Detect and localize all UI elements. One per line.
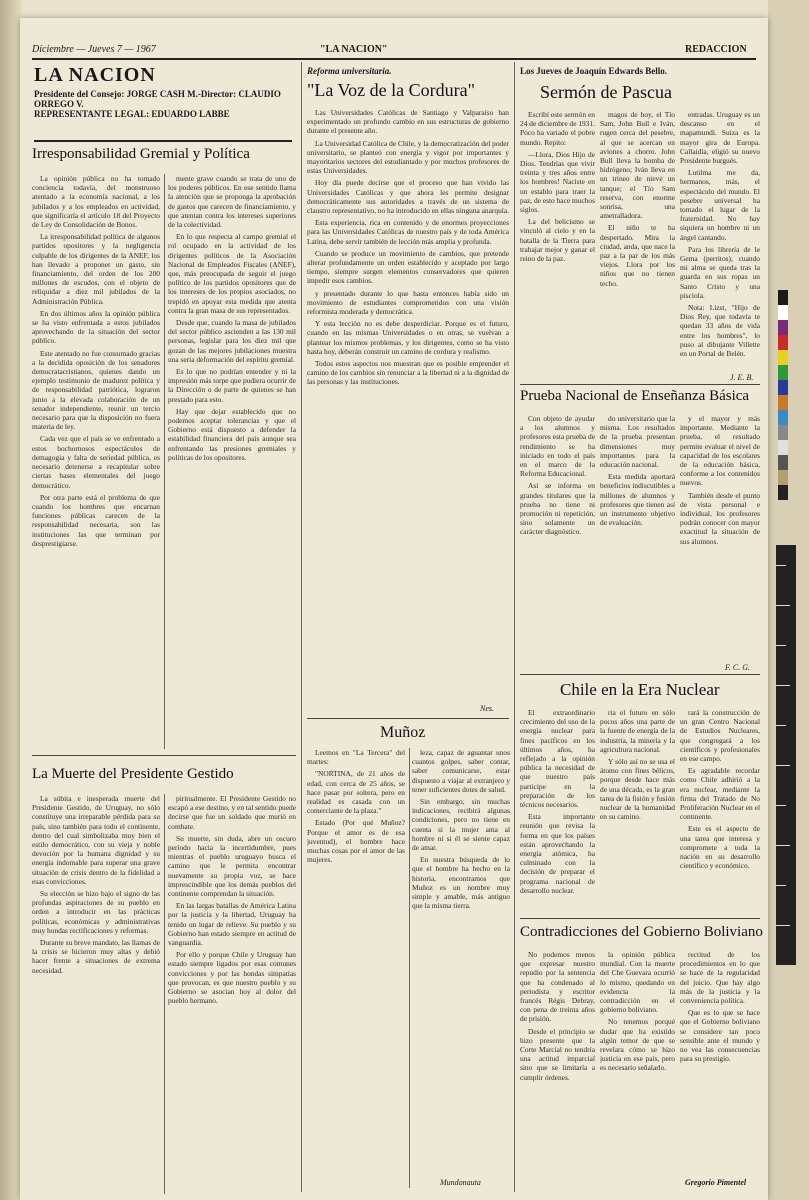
- page-date: Diciembre — Jueves 7 — 1967: [32, 44, 156, 55]
- prueba-signature: F. C. G.: [725, 663, 750, 672]
- paper-name: "LA NACION": [320, 44, 388, 55]
- prueba-title: Prueba Nacional de Enseñanza Básica: [520, 388, 750, 404]
- cordura-kicker: Reforma universitaria.: [307, 66, 392, 76]
- scale-ruler: [776, 545, 796, 965]
- cordura-col1: Las Universidades Católicas de Santiago y Valparaíso han experimentado un profundo cambio en sus estructuras de gobierno durante el presente año. La Universidad Católica de Chile, y la democratización del poder universitario, se planteó con energía y vigor por importantes y mayoritarios sectores del estudiantado y por muchos profesores de estas Universidades. Hoy día puede decirse que el proceso que han vivido las Universidades Católicas y que ahora les permite designar democráticamente sus autoridades a través de un sistema de claustro representativo, no ha introducido en ellas ninguna anarquía. Esta experiencia, rica en contenido y de enormes proyecciones para las Universidades Católicas de nuestro país y de toda América Latina, debe servir también de lección más amplia y profunda. Cuando se produce un movimiento de cambios, que pretende alterar profundamente un orden establecido y aceptado por largo tiempo, siempre surgen elementos conservadores que quieren impedir esos cambios. y presentado durante lo que hasta entonces había sido un movimiento de estudiantes comprometidos con una visión reformista moderada y democrática. Y esta lección no es debe desperdiciar. Porque es el futuro, cuando en las mismas Universidades o en otras, se vuelvan a plantear los mismos problemas, y los dirigentes, como se ha visto hasta hoy, deberán construir un camino de cordura y realismo. Todos estos aspectos nos muestran que es posible emprender el camino de los cambios sin renunciar a la libertad ni a la dignidad de las personas y las instituciones.: [307, 108, 509, 387]
- masthead-directors: Presidente del Consejo: JORGE CASH M.-Director: CLAUDIO ORREGO V.: [34, 89, 281, 109]
- munoz-signature: Mundonauta: [440, 1178, 481, 1187]
- prueba-col2: do universitario que la misma. Los resultados de la prueba presentan dimensiones muy importantes para la educación nacional. Esta medida aportará beneficios indiscutibles a millones de alumnos y profesores que tienen así un instrumento objetivo de evaluación.: [600, 414, 675, 528]
- pascua-title: Sermón de Pascua: [540, 82, 672, 102]
- gremial-title: Irresponsabilidad Gremial y Política: [32, 146, 250, 162]
- cordura-title: "La Voz de la Cordura": [307, 80, 475, 100]
- pascua-col2: magos de hoy, el Tío Sam, John Bull e Iván, rugen cerca del pesebre, al que se acercan en aviones a chorro. John Bull lleva la bomba de hidrógeno; Iván lleva en un trineo de nieve un tanque; el Tío Sam reserva, con enorme sonrisa, una ametralladora. El niño te ha despertado. Mira la ciudad, anda, que nace la paz a la par de los más viejos. Llora por los niños que no tienen techo.: [600, 110, 675, 288]
- boliviano-col2: la opinión pública mundial. Con la muerte del Che Guevara ocurrió lo mismo, quedando en evidencia la contradicción en el gobierno boliviano. No tenemos porqué dudar que ha existido algún temor de que se revelara cómo se hizo justicia en ese país, pero es necesario señalarlo.: [600, 950, 675, 1073]
- gestido-title: La Muerte del Presidente Gestido: [32, 766, 234, 782]
- color-calibration-strip: [778, 290, 788, 500]
- munoz-col1: Leemos en "La Tercera" del martes: "NORTINA, de 21 años de edad, con cerca de 25 años, se hace pasar por soltera, pero en realidad es casada con un comerciante de la plaza." Estado (Por qué Muñoz? Porque el amor es de esa juventud), el hombre hace muchas cosas por el amor de las mujeres.: [307, 748, 405, 865]
- prueba-col3: y el mayor y más importante. Mediante la prueba, el resultado permite evaluar el nivel de capacidad de los escolares de la educación básica, conforme a los contenidos nuevos. También desde el punto de vista personal e individual, los profesores podrán conocer con mayor exactitud la situación de sus alumnos.: [680, 414, 760, 546]
- munoz-title: Muñoz: [380, 724, 426, 741]
- munoz-col2: leza, capaz de aguantar unos cuantos golpes, saber contar, saber comunicarse, estar dispuesto a viajar al extranjero y tener suficientes dotes de salud. Sin embargo, sin muchas indicaciones, recibirá algunas condiciones, pero no tiene en cuenta si la mujer ama al hombre ni si él se siente capaz de amar. En nuestra búsqueda de lo que el hombre ha hecho en la historia, encontramos que Muñoz es un nombre muy simple y amable, más antiguo que la misma tierra.: [412, 748, 510, 911]
- boliviano-col1: No podemos menos que expresar nuestro repudio por la sentencia que ha condenado al periodista y escritor francés Régis Debray, con pena de treinta años de prisión. Desde el principio se hizo presente que la Corte Marcial no tendría una actitud imparcial sino que se limitaría a cumplir órdenes.: [520, 950, 595, 1082]
- nuclear-col2: ria el futuro en sólo pocos años una parte de la fuente de energía de la industria, la minería y la agricultura nacional. Y sólo así no se usa el átomo con fines bélicos, porque desde hace más de una década, es la gran tarea de la fisión y fusión nuclear de la humanidad en su camino.: [600, 708, 675, 822]
- newspaper-page: [20, 18, 768, 1200]
- nuclear-col3: rará la construcción de un gran Centro Nacional de Estudios Nucleares, que congregará a los científicos y profesionales en ese campo. Es agradable recordar como Chile adhirió a la era nuclear, mediante la firma del Tratado de No Proliferación Nuclear en el continente. Este es el aspecto de una tarea que interesa y compromete a toda la nación en su desarrollo científico y económico.: [680, 708, 760, 871]
- prueba-col1: Con objeto de ayudar a los alumnos y profesores esta prueba de rendimiento se ha iniciado en todo el país en el marco de la Reforma Educacional. Así se informa en grandes titulares que la prueba no tiene ni promoción ni repetición, sino solamente un carácter diagnóstico.: [520, 414, 595, 537]
- nuclear-title: Chile en la Era Nuclear: [560, 680, 720, 699]
- pascua-col1: Escribí este sermón en 24 de diciembre de 1931. Poco ha variado el pobre mundo. Repito: —Llora, Dios Hijo de Dios. Tendrías que vivir treinta y tres años entre los hombres! Naciste en un establo para traer la paz, de esto hace muchos siglos. La del belicismo se vinculó al cielo y en la batalla de la Tierra para trabajar mejor y ganar el reino de la paz.: [520, 110, 595, 264]
- cordura-signature: Nes.: [480, 704, 494, 713]
- pascua-signature: J. E. B.: [730, 373, 754, 382]
- gremial-col1: La opinión pública no ha tomado conciencia todavía, del monstruoso atentado a la economía nacional, a los jubilados y a los empleados en actividad, que significaría el artículo 18 del Proyecto de Ley de Consolidación de Bonos. La irresponsabilidad política de algunos partidos opositores y la negligencia culpable de los dirigentes de la ANEF, los han llevado a proponer un gasto, sin financiamiento, del orden de los 200 millones de escudos, con el objeto de reliquidar a diez mil jubilados de la Administración Pública. En dos últimos años la opinión pública se ha visto enfrentada a estos jubilados aprovechando de la situación del sector público. Este atentado no fue consumado gracias a la decidida oposición de los senadores democratacristianos, quienes dando un ejemplo testimonio de madurez política y de responsabilidad patriótica, lograron junto a la elevada colaboración de un senador independiente, reunir un tercio necesario para que la disposición no fuera materia de ley. Cada vez que el país se ve enfrentado a estos bochornosos espectáculos de demagogia y falta de seriedad pública, es necesario detenerse a recapitular sobre ciertas bases elementales del juego democrático. Por otra parte está el problema de que cuando los hombres que encarnan funciones públicas carecen de la responsabilidad necesaria, son las instituciones las que terminan por desprestigiarse.: [32, 174, 160, 548]
- pascua-header: Los Jueves de Joaquín Edwards Bello.: [520, 66, 668, 76]
- nuclear-col1: El extraordinario crecimiento del uso de la energía nuclear para fines pacíficos en los últimos años, ha reflejado a la opinión pública la necesidad de que nuestro país participe en la preparación de los técnicos necesarios. Esta importante reunión que revisa la forma en que los países están aprovechando la energía atómica, ha culminado con la decisión de preparar el programa nacional de desarrollo nuclear.: [520, 708, 595, 895]
- gremial-col2: mente grave cuando se trata de uno de los poderes públicos. En ese sentido llama la atención que se proponga la aprobación de gastos que carecen de financiamiento, y que atentan contra los intereses superiores de la colectividad. En lo que respecta al campo gremial el rol ocupado en la actividad de los dirigentes políticos de la Asociación Nacional de Empleados Fiscales (ANEF), que, más preocupada de seguir el juego político de los partidos opositores que de los intereses de los propios asociados, no trepidó en apoyar esta medida que atenta contra la gran masa de sus representados. Desde que, cuando la masa de jubilados del sector público ascienden a las 130 mil personas, legislar para los diez mil que gozan de las mejores jubilaciones muestra una seria deformación del espíritu gremial. Es lo que no podrían entender y ni la impresión más torpe que pudiera ocurrir de la Dirección o de parte de quienes se han prestado para esto. Hay que dejar establecido que no podemos aceptar tolerancias y que el Gobierno está dispuesto a defender la estabilidad financiera del país aunque sea enfrentando las presiones gremiales y políticas de los opositores.: [168, 174, 296, 462]
- boliviano-title: Contradicciones del Gobierno Boliviano: [520, 924, 763, 940]
- masthead-logo: LA NACION: [34, 64, 156, 86]
- masthead: [34, 64, 292, 142]
- pascua-col3: entradas. Uruguay es un descanso en el mapamundi. Suiza es la mayor gira de Europa. Callaidía, eligió su nuevo Presidente burgués. Lutilma me da, hermanos, más, el espectáculo del mundo. El pesebre universal ha tomado el lugar de la fraternidad. No hay siquiera un hombre ni un ángel cantando. Para los librería de le Gema (perritos), cuando mi alma se queda tras la guarda en sus ropas un Santo Cristo y una pisciola. Nota: Lizst, "Hijo de Dios Rey, que todavía te quedan 33 años de vida entre los hombres", lo puso al dibujante Villette en un Portal de Belén.: [680, 110, 760, 359]
- boliviano-signature: Gregorio Pimentel: [685, 1178, 747, 1187]
- adjacent-page-edge: [0, 0, 22, 1200]
- masthead-legal: REPRESENTANTE LEGAL: EDUARDO LABBE: [34, 109, 230, 119]
- section-name: REDACCION: [685, 44, 747, 55]
- gestido-col1: La súbita e inesperada muerte del Presidente Gestido, de Uruguay, no sólo constituye una irreparable pérdida para su país, sino también para todo el continente, dentro del cual simbolizaba muy bien el estilo democrático, con su vieja y noble devoción por la humana dignidad y su energía indomable para superar una grave situación de crisis dentro de la fidelidad a esas convicciones. Su elección se hizo bajo el signo de las profundas aspiraciones de su pueblo en orden a introducir en las prácticas políticas, económicas y administrativas muy hondas rectificaciones y reformas. Durante su breve mandato, las llamas de la crisis se hicieron muy altas y debió hacer frente a situaciones de extrema necesidad.: [32, 794, 160, 975]
- gestido-col2: piritualmente. El Presidente Gestido no escapó a ese destino, y en tal sentido puede decirse que fue un soldado que murió en combate. Su muerte, sin duda, abre un oscuro período hacia la incertidumbre, pues mientras el pueblo uruguayo busca el camino que le permita encontrar nuevamente su propia voz, se hace imprescindible que los demás pueblos del continente comprendan la situación. En las largas batallas de América Latina por la justicia y la libertad, Uruguay ha tenido un lugar de relieve. Su pueblo y su Gobierno han estado siempre en actitud de vanguardia. Por ello y porque Chile y Uruguay han estado siempre ligados por esas comunes convicciones y por las hondas simpatías que provocan, es que nuestro pueblo y su Gobierno se asocian hoy al dolor del pueblo hermano.: [168, 794, 296, 1006]
- boliviano-col3: rectitud de los procedimientos en lo que se hace de la regularidad del juicio. Que hay algo más de la justicia y la conveniencia política. Que es lo que se hace que el Gobierno boliviano se considere tan poco sensible ante el mundo y no vea las consecuencias para su prestigio.: [680, 950, 760, 1064]
